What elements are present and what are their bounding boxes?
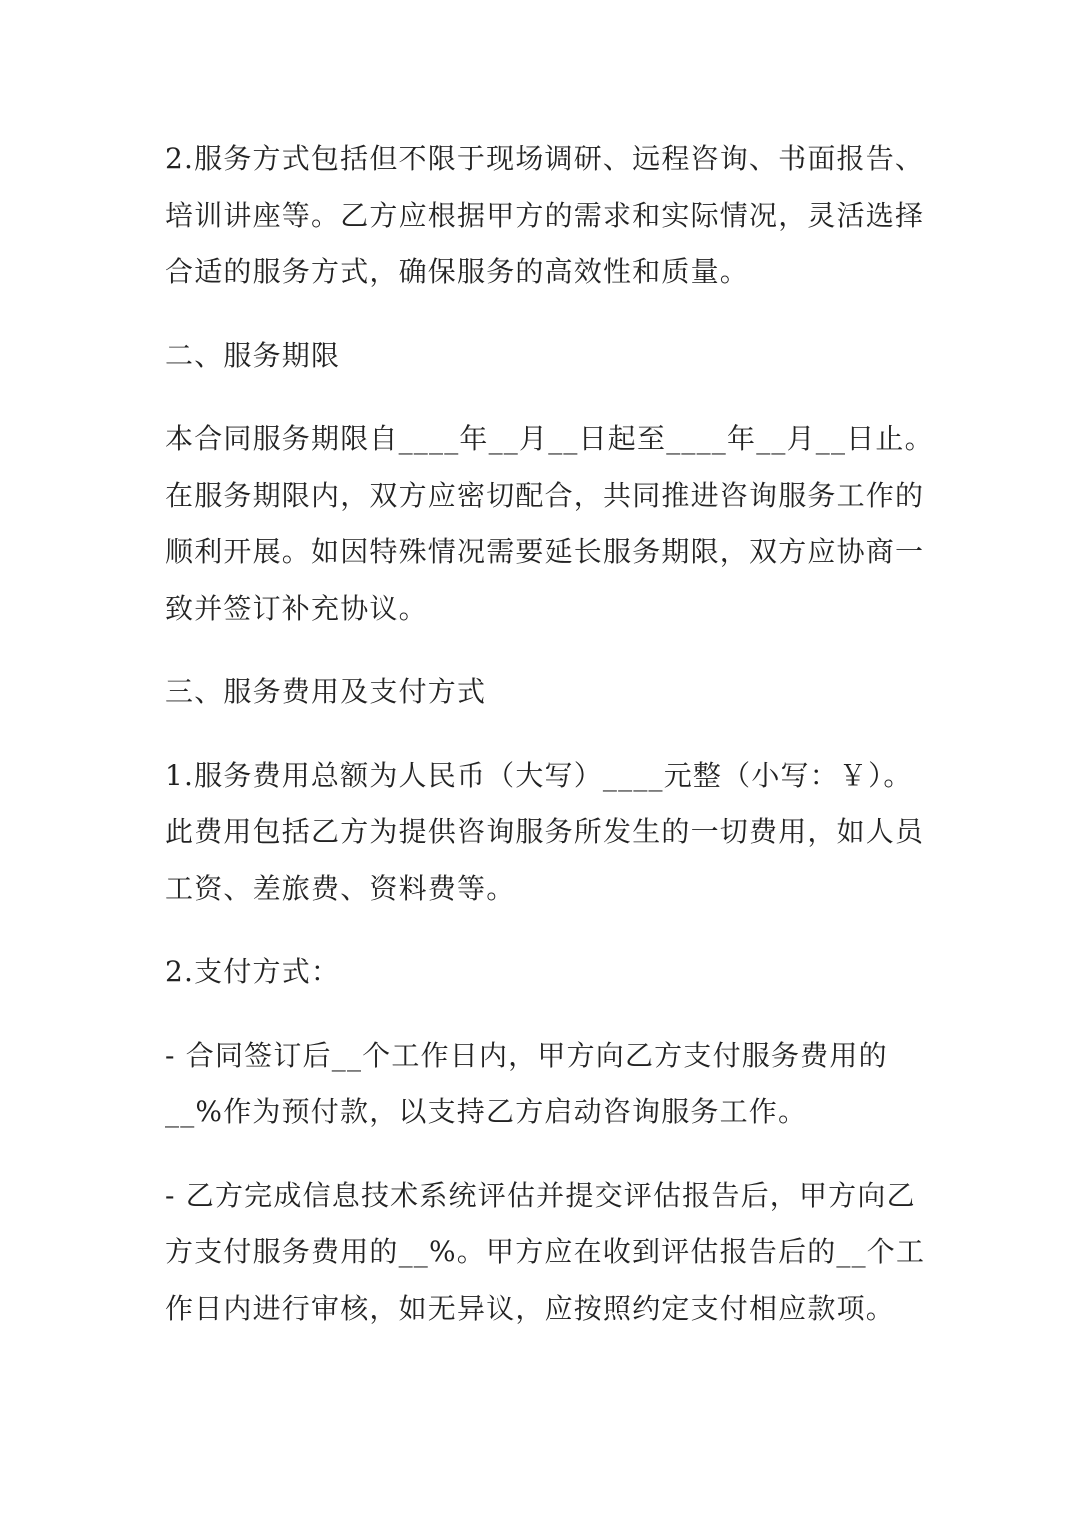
document-content: [165, 131, 934, 1364]
text-line: 本合同服务期限自____年__月__日起至____年__月__日止。: [165, 422, 934, 455]
text-line: 2.服务方式包括但不限于现场调研、远程咨询、书面报告、: [165, 142, 925, 175]
list-item-assessment-payment: [165, 1168, 925, 1338]
text-line: 1.服务费用总额为人民币（大写）____元整（小写：￥）。: [165, 758, 913, 792]
paragraph-service-method: [165, 131, 925, 301]
heading-text: 二、服务期限: [165, 338, 341, 372]
text-line: 此费用包括乙方为提供咨询服务所发生的一切费用，如人员: [165, 815, 925, 848]
paragraph-fee-total: [165, 748, 925, 918]
text-line: __%作为预付款，以支持乙方启动咨询服务工作。: [165, 1095, 808, 1128]
text-line: 顺利开展。如因特殊情况需要延长服务期限，双方应协商一: [165, 535, 925, 568]
text-line: 合适的服务方式，确保服务的高效性和质量。: [165, 255, 750, 288]
text-line: - 合同签订后__个工作日内，甲方向乙方支付服务费用的: [165, 1038, 888, 1072]
text-line: 工资、差旅费、资料费等。: [165, 871, 516, 905]
paragraph-service-period: [165, 411, 934, 637]
text-line: 方支付服务费用的__%。甲方应在收到评估报告后的__个工: [165, 1235, 926, 1268]
text-line: 2.支付方式：: [165, 955, 341, 988]
section-heading-service-period: [165, 328, 925, 385]
list-item-prepayment: [165, 1028, 925, 1141]
text-line: 致并签订补充协议。: [165, 591, 428, 625]
paragraph-payment-method-label: [165, 944, 925, 1001]
text-line: - 乙方完成信息技术系统评估并提交评估报告后，甲方向乙: [165, 1178, 916, 1212]
text-line: 作日内进行审核，如无异议，应按照约定支付相应款项。: [165, 1291, 896, 1325]
text-line: 培训讲座等。乙方应根据甲方的需求和实际情况，灵活选择: [165, 198, 925, 232]
text-line: 在服务期限内，双方应密切配合，共同推进咨询服务工作的: [165, 478, 925, 512]
section-heading-fees-payment: [165, 664, 925, 721]
heading-text: 三、服务费用及支付方式: [165, 675, 487, 708]
